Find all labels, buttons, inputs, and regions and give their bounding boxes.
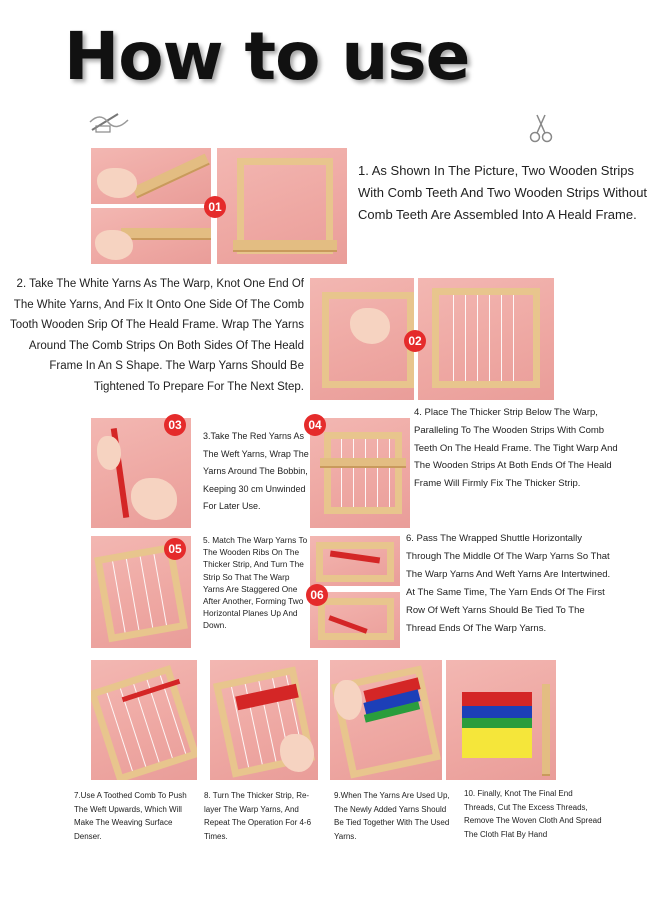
step1-badge: 01 bbox=[204, 196, 226, 218]
step9-photo bbox=[330, 660, 442, 780]
page-title: How to use bbox=[64, 18, 470, 95]
step7-photo bbox=[91, 660, 197, 780]
step6-photo-a bbox=[310, 536, 400, 586]
step1-photo-a bbox=[91, 148, 211, 204]
step5-badge: 05 bbox=[164, 538, 186, 560]
step2-badge: 02 bbox=[404, 330, 426, 352]
step2-photo-a bbox=[310, 278, 414, 400]
step5-text: 5. Match The Warp Yarns To The Wooden Ribs On The Thicker Strip, And Turn The Strip So That The Warp Yarns Are Staggered One After Another, Forming Two Horizontal Planes Up And Down. bbox=[203, 535, 308, 631]
step1-text: 1. As Shown In The Picture, Two Wooden Strips With Comb Teeth And Two Wooden Strips Without Comb Teeth Are Assembled Into A Heald Frame. bbox=[358, 163, 648, 222]
needle-thread-icon bbox=[88, 108, 132, 136]
step4-photo bbox=[310, 418, 410, 528]
step6-badge: 06 bbox=[306, 584, 328, 606]
step10-text: 10. Finally, Knot The Final End Threads, Cut The Excess Threads, Remove The Woven Cloth And Spread The Cloth Flat By Hand bbox=[464, 789, 602, 839]
step4-badge: 04 bbox=[304, 414, 326, 436]
scissors-icon bbox=[528, 112, 554, 144]
step1-photo-b bbox=[91, 208, 211, 264]
step1-photo-c bbox=[217, 148, 347, 264]
step8-photo bbox=[210, 660, 318, 780]
step3-badge: 03 bbox=[164, 414, 186, 436]
step2-text: 2. Take The White Yarns As The Warp, Knot One End Of The White Yarns, And Fix It Onto One Side Of The Comb Tooth Wooden Srip Of The Heald Frame. Wrap The Yarns Around The Comb Strips On Both Sides Of The Heald Frame In An S Shape. The Warp Yarns Should Be Tightened To Prepare For The Next Step. bbox=[9, 278, 304, 393]
step9-text: 9.When The Yarns Are Used Up, The Newly Added Yarns Should Be Tied Together With The Used Yarns. bbox=[334, 791, 450, 841]
step3-text: 3.Take The Red Yarns As The Weft Yarns, Wrap The Yarns Around The Bobbin, Keeping 30 cm Unwinded For Later Use. bbox=[203, 431, 309, 511]
step7-text: 7.Use A Toothed Comb To Push The Weft Upwards, Which Will Make The Weaving Surface Denser. bbox=[74, 791, 187, 841]
step8-text: 8. Turn The Thicker Strip, Re-layer The Warp Yarns, And Repeat The Operation For 4-6 Times. bbox=[204, 791, 312, 841]
step2-photo-b bbox=[418, 278, 554, 400]
step4-text: 4. Place The Thicker Strip Below The Warp, Paralleling To The Wooden Strips With Comb Teeth On The Heald Frame. The Tight Warp And The Wooden Strips At Both Ends Of The Heald Frame Will Firmly Fix The Thicker Strip. bbox=[414, 407, 618, 490]
step6-text: 6. Pass The Wrapped Shuttle Horizontally Through The Middle Of The Warp Yarns So That The Warp Yarns And Weft Yarns Are Intertwined. At The Same Time, The Yarn Ends Of The First Row Of Weft Yarns Should Be Tied To The Thread Ends Of The Warp Yarns. bbox=[406, 533, 611, 635]
step10-photo bbox=[446, 660, 556, 780]
